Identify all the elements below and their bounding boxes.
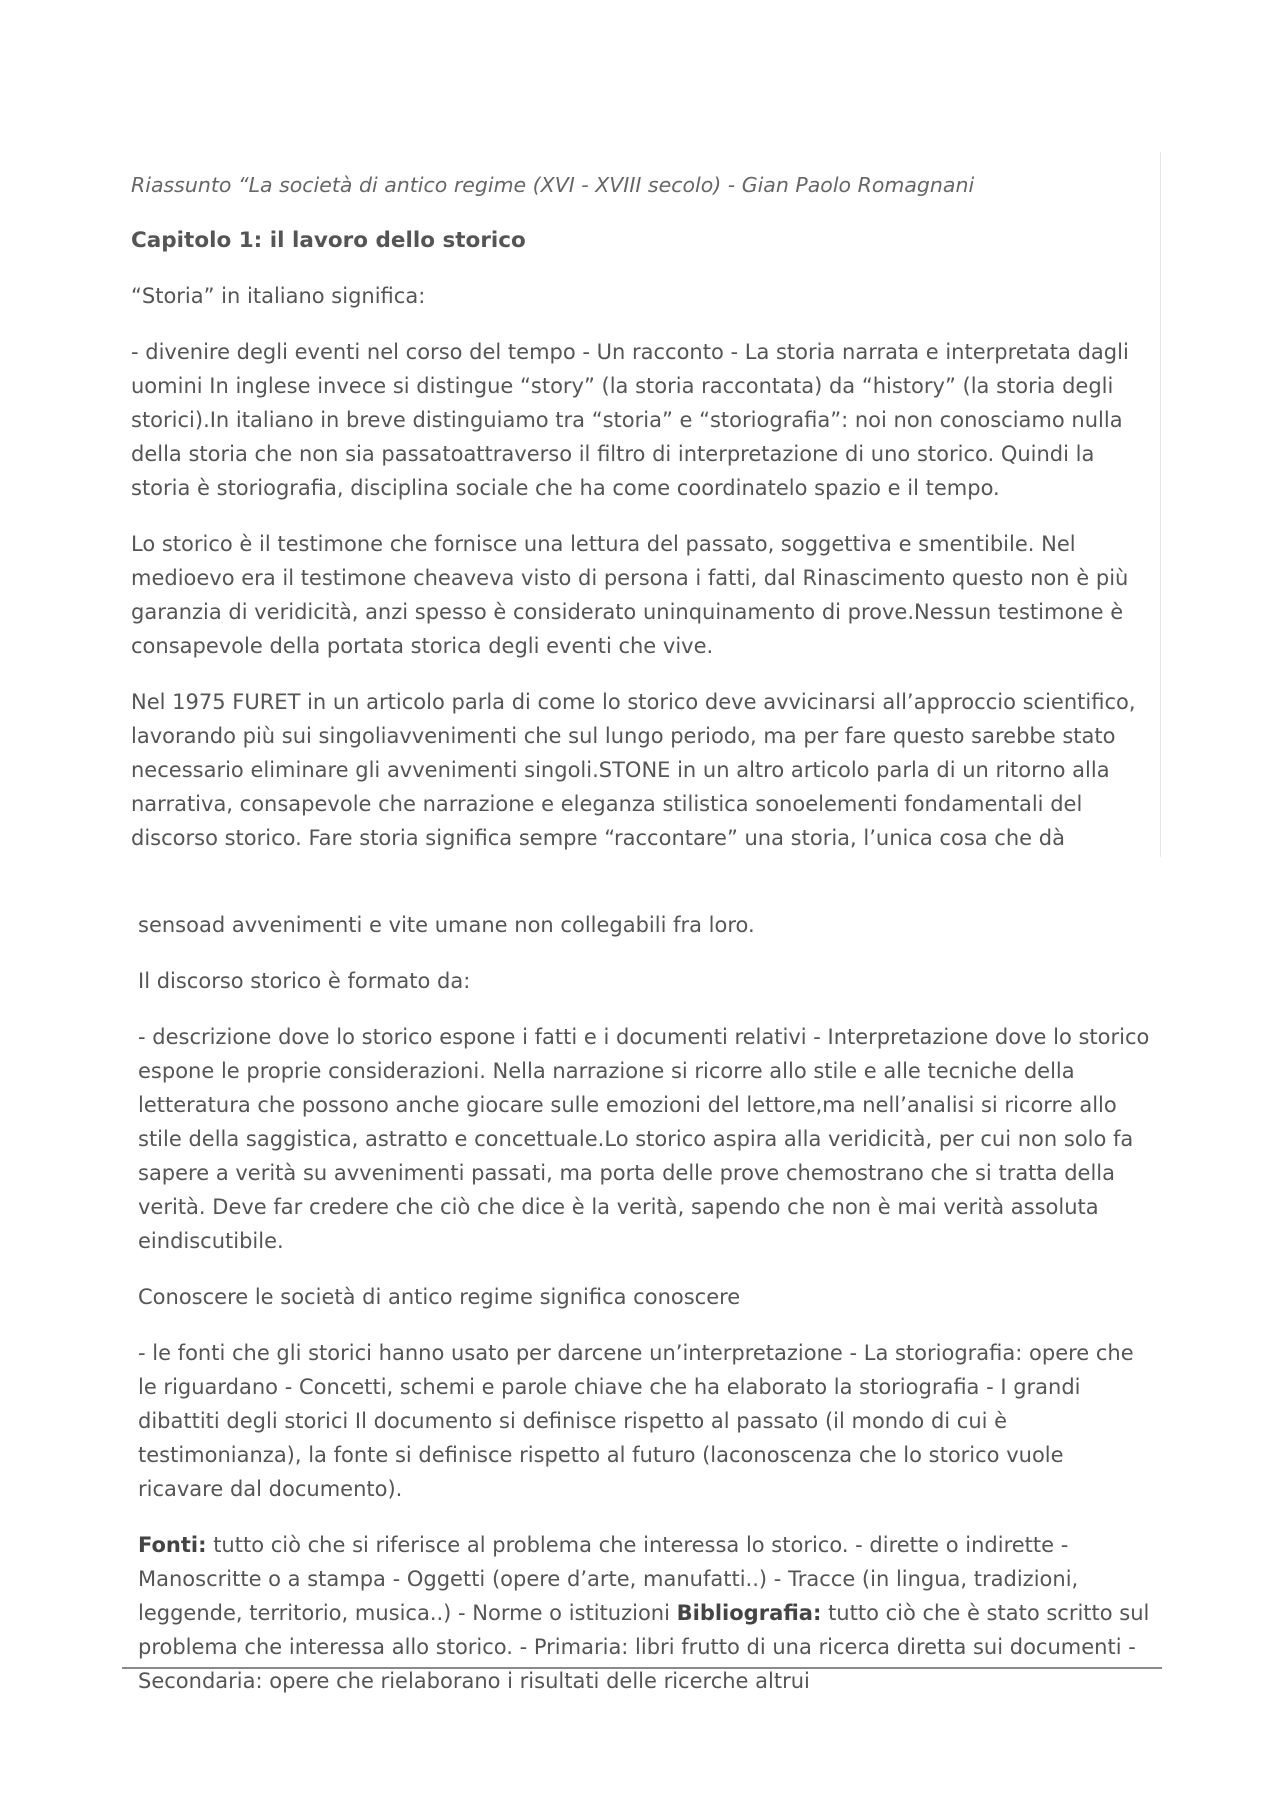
- paragraph-fonti: [138, 1528, 1150, 1698]
- paragraph: sensoad avvenimenti e vite umane non collegabili fra loro.: [138, 913, 755, 937]
- label-fonti: Fonti:: [138, 1533, 207, 1557]
- paragraph: Il discorso storico è formato da:: [138, 969, 471, 993]
- paragraph: Lo storico è il testimone che fornisce una lettura del passato, soggettiva e smentibile. Nel medioevo era il testimone cheaveva visto di persona i fatti, dal Rinascimento questo non è più garanzia di veridicità, anzi spesso è considerato uninquinamento di prove.Nessun testimone è consapevole della portata storica degli eventi che vive.: [131, 532, 1129, 658]
- paragraph: “Storia” in italiano significa:: [131, 284, 426, 308]
- paragraph: Conoscere le società di antico regime significa conoscere: [138, 1285, 741, 1309]
- text-bibliografia: tutto ciò che è stato scritto sul problema che interessa allo storico. - Primaria: libri frutto di una ricerca diretta sui documenti - Secondaria: opere che rielaborano i risultati delle ricerche altrui: [138, 1601, 1150, 1693]
- paragraph: - descrizione dove lo storico espone i fatti e i documenti relativi - Interpretazione dove lo storico espone le proprie considerazioni. Nella narrazione si ricorre allo stile e alle tecniche della letteratura che possono anche giocare sulle emozioni del lettore,ma nell’analisi si ricorre allo stile della saggistica, astratto e concettuale.Lo storico aspira alla veridicità, per cui non solo fa sapere a verità su avvenimenti passati, ma porta delle prove chemostrano che si tratta della verità. Deve far credere che ciò che dice è la verità, sapendo che non è mai verità assoluta eindiscutibile.: [138, 1025, 1150, 1253]
- page-bottom-divider: [122, 1667, 1162, 1669]
- document-title: Riassunto “La società di antico regime (XVI - XVIII secolo) - Gian Paolo Romagnani: [131, 173, 975, 197]
- label-bibliografia: Bibliografia:: [676, 1601, 822, 1625]
- document-section-top: [131, 152, 1141, 857]
- chapter-heading: Capitolo 1: il lavoro dello storico: [131, 228, 526, 253]
- paragraph: - le fonti che gli storici hanno usato per darcene un’interpretazione - La storiografia: opere che le riguardano - Concetti, schemi e parole chiave che ha elaborato la storiografia - I grandi dibattiti degli storici Il documento si definisce rispetto al passato (il mondo di cui è testimonianza), la fonte si definisce rispetto al futuro (laconoscenza che lo storico vuole ricavare dal documento).: [138, 1341, 1134, 1501]
- text-fonti: tutto ciò che si riferisce al problema che interessa lo storico. - dirette o indirette - Manoscritte o a stampa - Oggetti (opere d’arte, manufatti..) - Tracce (in lingua, tradizioni, leggende, territorio, musica..) - Norme o istituzioni: [138, 1533, 1079, 1625]
- page-edge-divider: [1160, 152, 1161, 857]
- document-section-bottom: [138, 902, 1150, 1693]
- paragraph: - divenire degli eventi nel corso del tempo - Un racconto - La storia narrata e interpretata dagli uomini In inglese invece si distingue “story” (la storia raccontata) da “history” (la storia degli storici).In italiano in breve distinguiamo tra “storia” e “storiografia”: noi non conosciamo nulla della storia che non sia passatoattraverso il filtro di interpretazione di uno storico. Quindi la storia è storiografia, disciplina sociale che ha come coordinatelo spazio e il tempo.: [131, 340, 1129, 500]
- paragraph: Nel 1975 FURET in un articolo parla di come lo storico deve avvicinarsi all’approccio scientifico, lavorando più sui singoliavvenimenti che sul lungo periodo, ma per fare questo sarebbe stato necessario eliminare gli avvenimenti singoli.STONE in un altro articolo parla di un ritorno alla narrativa, consapevole che narrazione e eleganza stilistica sonoelementi fondamentali del discorso storico. Fare storia significa sempre “raccontare” una storia, l’unica cosa che dà: [131, 690, 1136, 850]
